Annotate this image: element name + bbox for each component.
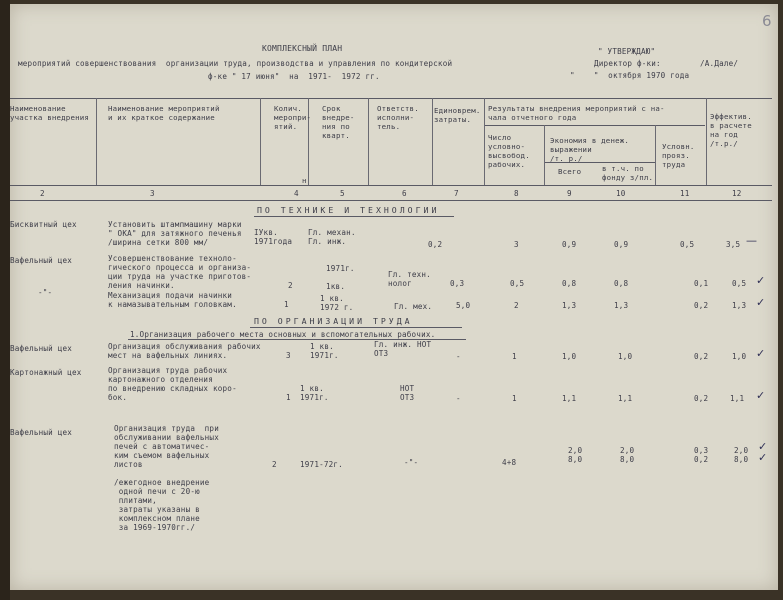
col-divider bbox=[544, 125, 545, 185]
row-term: 1971г. 1кв. bbox=[326, 264, 355, 291]
col-header-labor: Условн. прояз. труда bbox=[662, 142, 695, 169]
row-measure: Механизация подачи начинки к намазывательным головкам. bbox=[108, 291, 237, 309]
row-economy-total: 1,1 bbox=[562, 394, 577, 403]
row-area: Вафельный цех bbox=[10, 344, 73, 353]
col-header-effect: Эффектив. в расчете на год /т.р./ bbox=[710, 112, 752, 148]
row-economy-fund: 0,9 bbox=[614, 240, 629, 249]
row-responsible: Гл. механ. Гл. инж. bbox=[308, 228, 356, 246]
col-number: 12 bbox=[732, 189, 742, 198]
row-workers: 1 bbox=[512, 352, 517, 361]
col-divider bbox=[484, 98, 485, 185]
row-effect: 1,0 bbox=[732, 352, 747, 361]
row-economy-fund: 2,0 8,0 bbox=[620, 446, 635, 464]
col-header-responsible: Ответств. исполни- тель. bbox=[377, 104, 419, 131]
row-workers: 1 bbox=[512, 394, 517, 403]
col-divider bbox=[96, 98, 97, 185]
row-economy-total: 1,3 bbox=[562, 301, 577, 310]
col-number: 2 bbox=[40, 189, 45, 198]
table-top-rule bbox=[10, 98, 772, 99]
col-divider bbox=[706, 98, 707, 185]
row-measure: Организация труда при обслуживании вафельных печей с автоматичес- ким съемом вафельных листов bbox=[114, 424, 219, 469]
row-labor: 0,2 bbox=[694, 394, 709, 403]
row-area: Картонажный цех bbox=[10, 368, 82, 377]
row-term: 1 кв. 1971г. bbox=[310, 342, 339, 360]
row-qty: 3 bbox=[286, 351, 291, 360]
row-economy-fund: 0,8 bbox=[614, 279, 629, 288]
document-sheet bbox=[10, 4, 778, 590]
check-mark-icon: ✓ ✓ bbox=[758, 440, 768, 464]
col-header-costs: Единоврем. затраты. bbox=[434, 106, 481, 124]
col-header-measure: Наименование мероприятий и их краткое содержание bbox=[108, 104, 220, 122]
row-responsible: Гл. мех. bbox=[394, 302, 433, 311]
col-header-economy-fund: в т.ч. по фонду з/пл. bbox=[602, 164, 654, 182]
col-number: 8 bbox=[514, 189, 519, 198]
row-measure: Усовершенствование техноло- гического процесса и организа- ции труда на участке приготов- ления начинки. bbox=[108, 254, 252, 290]
col-header-results: Результаты внедрения мероприятий с на- чала отчетного года bbox=[488, 104, 665, 122]
row-labor: 0,1 bbox=[694, 279, 709, 288]
section-underline bbox=[254, 216, 454, 217]
row-costs: 5,0 bbox=[456, 301, 471, 310]
col-number: 5 bbox=[340, 189, 345, 198]
approval-director: Директор ф-ки: bbox=[594, 59, 661, 68]
col-divider bbox=[260, 98, 261, 185]
col-header-economy-total: Всего bbox=[558, 167, 582, 176]
col-number: 4 bbox=[294, 189, 299, 198]
row-area: Бисквитный цех bbox=[10, 220, 77, 229]
check-mark-icon: ✓ bbox=[756, 274, 766, 287]
row-term: 1971-72г. bbox=[300, 460, 343, 469]
check-mark-icon: ✓ bbox=[756, 296, 766, 309]
col-header-economy: Экономия в денеж. выражении /т. р./ bbox=[550, 136, 630, 163]
col-divider bbox=[368, 98, 369, 185]
row-term: 1 кв. 1971г. bbox=[300, 384, 329, 402]
col-header-term: Срок внедре- ния по кварт. bbox=[322, 104, 355, 140]
row-economy-fund: 1,3 bbox=[614, 301, 629, 310]
approval-date: " " октября 1970 года bbox=[570, 71, 690, 80]
row-qty: 1 bbox=[286, 393, 291, 402]
row-qty: 1 bbox=[284, 300, 289, 309]
row-economy-fund: 1,1 bbox=[618, 394, 633, 403]
col-number: 9 bbox=[567, 189, 572, 198]
row-responsible: НОТ ОТЗ bbox=[400, 384, 415, 402]
header-bottom-rule bbox=[10, 185, 772, 186]
col-number: 3 bbox=[150, 189, 155, 198]
row-responsible: -"- bbox=[404, 458, 419, 467]
footnote: /ежегодное внедрение одной печи с 20-ю плитами, затраты указаны в комплексном плане за 1969-1970гг./ bbox=[114, 478, 210, 532]
row-labor: 0,3 0,2 bbox=[694, 446, 709, 464]
col-header-workers: Число условно- высвобод. рабочих. bbox=[488, 133, 530, 169]
section-labor-organization: ПО ОРГАНИЗАЦИИ ТРУДА bbox=[254, 316, 413, 326]
col-number: 6 bbox=[402, 189, 407, 198]
binding-edge bbox=[0, 0, 10, 600]
row-responsible: Гл. техн. нолог bbox=[388, 270, 431, 288]
approval-signature: /А.Дале/ bbox=[700, 59, 739, 68]
col-header-area: Наименование участка внедрения bbox=[10, 104, 90, 122]
section-underline bbox=[250, 327, 462, 328]
row-economy-total: 0,9 bbox=[562, 240, 577, 249]
page-number: 6 bbox=[762, 12, 772, 30]
row-economy-fund: 1,0 bbox=[618, 352, 633, 361]
row-labor: 0,5 bbox=[680, 240, 695, 249]
numbers-rule bbox=[10, 200, 772, 201]
row-area: Вафельный цех bbox=[10, 428, 73, 437]
section-technology: ПО ТЕХНИКЕ И ТЕХНОЛОГИИ bbox=[257, 205, 440, 215]
col-number: 7 bbox=[454, 189, 459, 198]
plan-subtitle-line1: мероприятий совершенствования организации труда, производства и управления по кондитерской bbox=[18, 59, 453, 68]
row-effect: 1,3 bbox=[732, 301, 747, 310]
col-number: 11 bbox=[680, 189, 690, 198]
row-economy-total: 2,0 8,0 bbox=[568, 446, 583, 464]
row-effect: 0,5 bbox=[732, 279, 747, 288]
row-labor: 0,2 bbox=[694, 301, 709, 310]
row-workers: 4+8 bbox=[502, 458, 517, 467]
row-costs: - bbox=[456, 352, 461, 361]
results-subheader-rule bbox=[485, 125, 705, 126]
row-measure: Установить штампмашину марки " ОКА" для затяжного печенья /ширина сетки 800 мм/ bbox=[108, 220, 242, 247]
approval-heading: " УТВЕРЖДАЮ" bbox=[598, 47, 656, 56]
row-labor: 0,2 bbox=[694, 352, 709, 361]
row-term: IУкв. 1971года bbox=[254, 228, 293, 246]
plan-title: КОМПЛЕКСНЫЙ ПЛАН bbox=[262, 44, 343, 53]
col-header-n: н bbox=[302, 176, 307, 185]
row-effect: 1,1 bbox=[730, 394, 745, 403]
row-workers: 0,5 bbox=[510, 279, 525, 288]
row-workers: 2 bbox=[514, 301, 519, 310]
col-divider bbox=[432, 98, 433, 185]
row-qty: 2 bbox=[288, 281, 293, 290]
row-economy-total: 1,0 bbox=[562, 352, 577, 361]
row-measure: Организация труда рабочих картонажного отделения по внедрению складных коро- бок. bbox=[108, 366, 237, 402]
row-workers: 3 bbox=[514, 240, 519, 249]
row-qty: 2 bbox=[272, 460, 277, 469]
col-header-qty: Колич. меропри- ятий. bbox=[274, 104, 312, 131]
row-term: 1 кв. 1972 г. bbox=[320, 294, 354, 312]
plan-subtitle-line2: ф-ке " 17 июня" на 1971- 1972 гг. bbox=[208, 72, 380, 81]
row-economy-total: 0,8 bbox=[562, 279, 577, 288]
subsection-title: 1.Организация рабочего места основных и вспомогательных рабочих. bbox=[130, 330, 436, 339]
row-costs: - bbox=[456, 394, 461, 403]
row-measure: Организация обслуживания рабочих мест на вафельных линиях. bbox=[108, 342, 261, 360]
row-effect: 3,5 bbox=[726, 240, 741, 249]
row-costs: 0,2 bbox=[428, 240, 443, 249]
row-responsible: Гл. инж. НОТ ОТЗ bbox=[374, 340, 432, 358]
row-area: -"- bbox=[38, 288, 53, 297]
col-number: 10 bbox=[616, 189, 626, 198]
row-costs: 0,3 bbox=[450, 279, 465, 288]
row-area: Вафельный цех bbox=[10, 256, 73, 265]
check-mark-icon: — bbox=[746, 234, 757, 247]
row-effect: 2,0 8,0 bbox=[734, 446, 749, 464]
col-divider bbox=[655, 125, 656, 185]
check-mark-icon: ✓ bbox=[756, 389, 766, 402]
check-mark-icon: ✓ bbox=[756, 347, 766, 360]
